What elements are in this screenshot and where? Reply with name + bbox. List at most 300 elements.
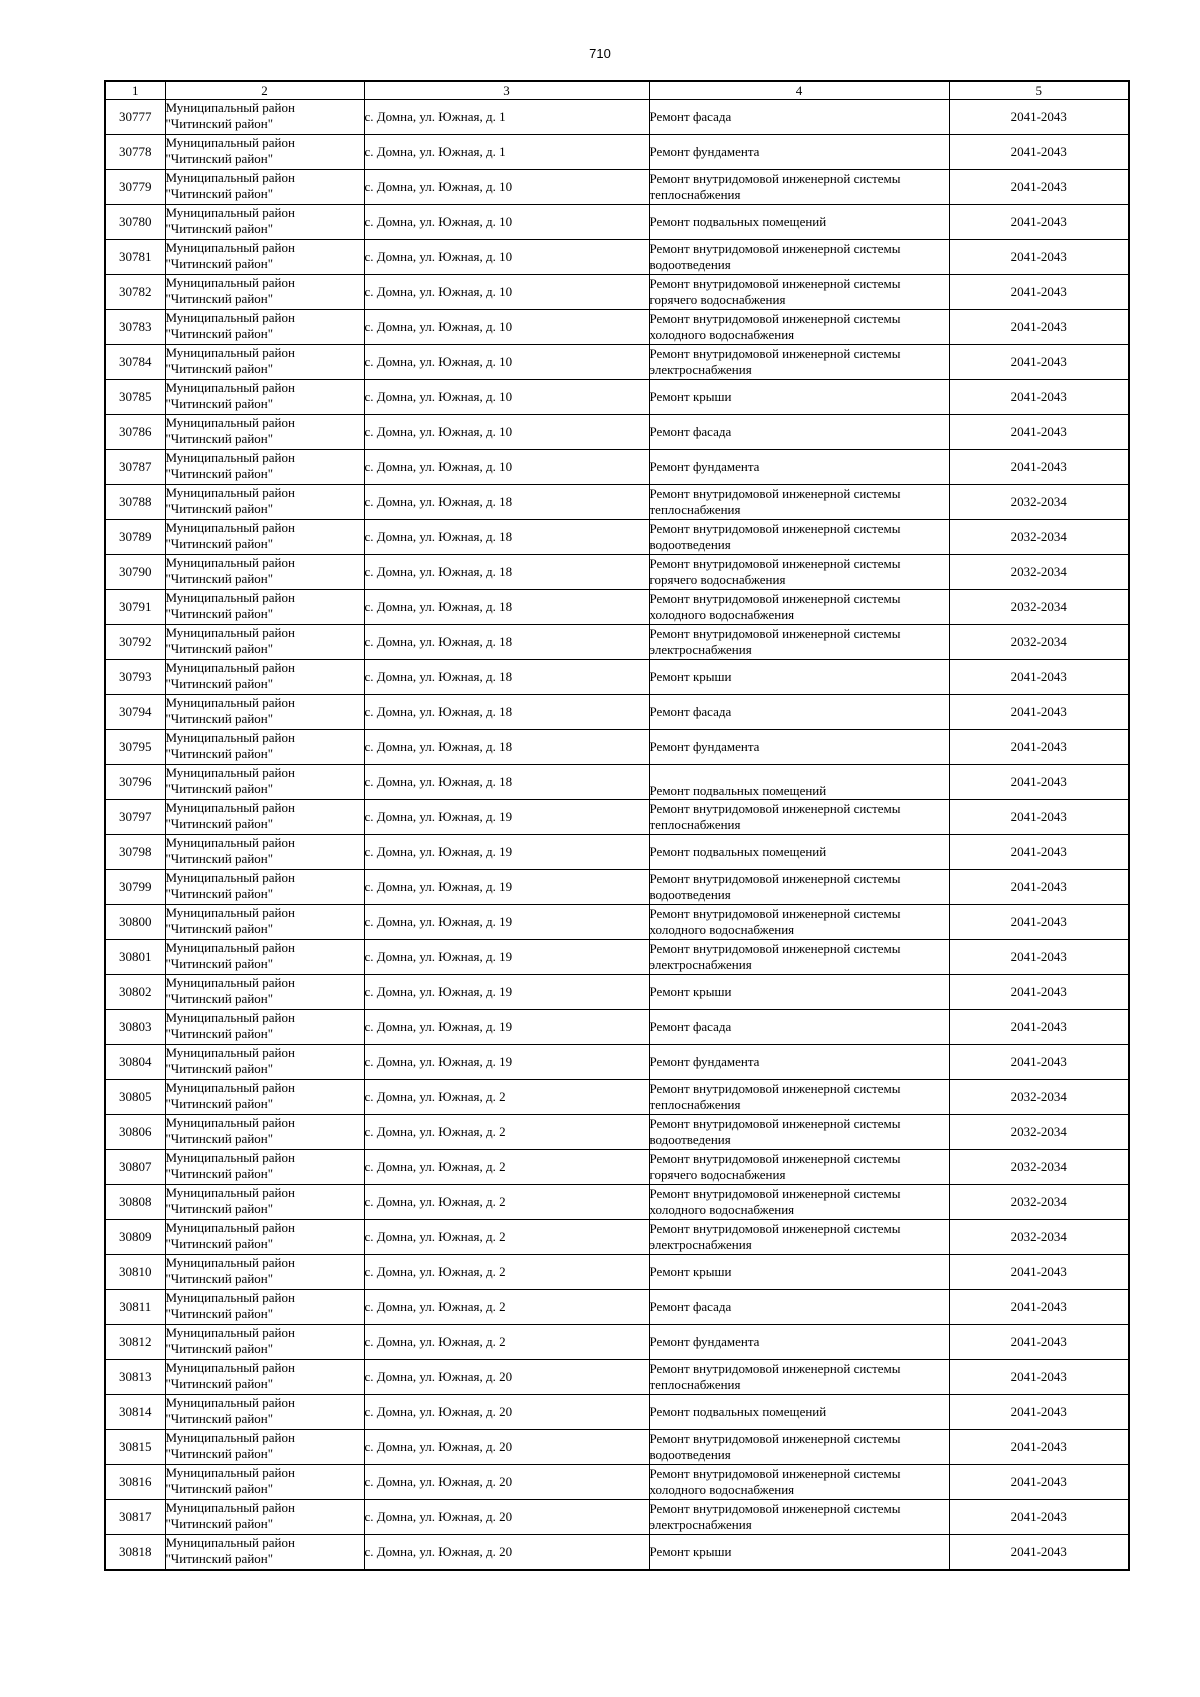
period-cell: 2032-2034 [949,1220,1129,1255]
municipality-line-1: Муниципальный район [165,800,295,815]
table-header [105,81,1129,100]
address-cell: с. Домна, ул. Южная, д. 18 [364,520,649,555]
municipality-line-2: "Читинский район" [165,991,274,1006]
municipality-line-2: "Читинский район" [165,431,274,446]
row-number-cell: 30783 [105,310,165,345]
municipality-line-2: "Читинский район" [165,606,274,621]
period-cell: 2032-2034 [949,555,1129,590]
work-type-cell: Ремонт крыши [649,380,949,415]
period-cell: 2041-2043 [949,660,1129,695]
table-row [105,1150,1129,1185]
table-row [105,1360,1129,1395]
municipality-cell [165,450,364,485]
municipality-line-2: "Читинский район" [165,571,274,586]
table-row [105,275,1129,310]
work-type-cell: Ремонт внутридомовой инженерной системы горячего водоснабжения [649,555,949,590]
municipality-cell [165,905,364,940]
municipality-cell [165,100,364,135]
work-type-cell: Ремонт внутридомовой инженерной системы холодного водоснабжения [649,310,949,345]
address-cell: с. Домна, ул. Южная, д. 20 [364,1500,649,1535]
row-number-cell: 30812 [105,1325,165,1360]
municipality-line-1: Муниципальный район [165,1185,295,1200]
municipality-line-1: Муниципальный район [165,730,295,745]
municipality-cell [165,1010,364,1045]
municipality-cell [165,170,364,205]
column-header-3: 3 [364,81,649,100]
table-row [105,1465,1129,1500]
work-type-cell: Ремонт внутридомовой инженерной системы электроснабжения [649,1500,949,1535]
row-number-cell: 30786 [105,415,165,450]
table-row [105,1010,1129,1045]
table-row [105,100,1129,135]
work-type-cell: Ремонт фундамента [649,450,949,485]
municipality-cell [165,1360,364,1395]
municipality-line-1: Муниципальный район [165,660,295,675]
row-number-cell: 30785 [105,380,165,415]
row-number-cell: 30778 [105,135,165,170]
work-type-cell: Ремонт внутридомовой инженерной системы электроснабжения [649,940,949,975]
row-number-cell: 30817 [105,1500,165,1535]
period-cell: 2041-2043 [949,240,1129,275]
municipality-line-1: Муниципальный район [165,1325,295,1340]
municipality-line-2: "Читинский район" [165,746,274,761]
work-type-cell: Ремонт фасада [649,1010,949,1045]
municipality-line-1: Муниципальный район [165,380,295,395]
municipality-cell [165,625,364,660]
municipality-line-2: "Читинский район" [165,186,274,201]
municipality-line-2: "Читинский район" [165,851,274,866]
municipality-line-2: "Читинский район" [165,1551,274,1566]
municipality-line-2: "Читинский район" [165,676,274,691]
municipality-line-1: Муниципальный район [165,975,295,990]
address-cell: с. Домна, ул. Южная, д. 18 [364,765,649,800]
municipality-line-2: "Читинский район" [165,711,274,726]
municipality-cell [165,1395,364,1430]
period-cell: 2041-2043 [949,1325,1129,1360]
municipality-cell [165,765,364,800]
table-row [105,1500,1129,1535]
address-cell: с. Домна, ул. Южная, д. 2 [364,1220,649,1255]
address-cell: с. Домна, ул. Южная, д. 20 [364,1465,649,1500]
address-cell: с. Домна, ул. Южная, д. 2 [364,1325,649,1360]
period-cell: 2041-2043 [949,1465,1129,1500]
municipality-cell [165,660,364,695]
table-row [105,800,1129,835]
period-cell: 2032-2034 [949,485,1129,520]
work-type-cell: Ремонт внутридомовой инженерной системы горячего водоснабжения [649,1150,949,1185]
period-cell: 2041-2043 [949,1395,1129,1430]
municipality-line-1: Муниципальный район [165,345,295,360]
municipality-line-2: "Читинский район" [165,1271,274,1286]
period-cell: 2041-2043 [949,135,1129,170]
municipality-line-1: Муниципальный район [165,520,295,535]
row-number-cell: 30805 [105,1080,165,1115]
municipality-line-1: Муниципальный район [165,450,295,465]
work-type-cell: Ремонт внутридомовой инженерной системы горячего водоснабжения [649,275,949,310]
table-row [105,485,1129,520]
municipality-line-1: Муниципальный район [165,1045,295,1060]
table-row [105,1325,1129,1360]
work-type-cell: Ремонт фасада [649,695,949,730]
municipality-line-1: Муниципальный район [165,170,295,185]
address-cell: с. Домна, ул. Южная, д. 20 [364,1535,649,1571]
municipality-cell [165,380,364,415]
address-cell: с. Домна, ул. Южная, д. 19 [364,905,649,940]
period-cell: 2032-2034 [949,1185,1129,1220]
period-cell: 2041-2043 [949,1360,1129,1395]
work-type-cell: Ремонт фундамента [649,730,949,765]
work-type-cell: Ремонт внутридомовой инженерной системы теплоснабжения [649,1360,949,1395]
municipality-line-2: "Читинский район" [165,1026,274,1041]
municipality-line-1: Муниципальный район [165,870,295,885]
table-body [105,100,1129,1571]
municipality-line-1: Муниципальный район [165,1150,295,1165]
municipality-line-1: Муниципальный район [165,1465,295,1480]
row-number-cell: 30804 [105,1045,165,1080]
municipality-cell [165,975,364,1010]
municipality-line-1: Муниципальный район [165,695,295,710]
period-cell: 2032-2034 [949,1115,1129,1150]
row-number-cell: 30816 [105,1465,165,1500]
table-row [105,590,1129,625]
period-cell: 2041-2043 [949,1010,1129,1045]
municipality-line-2: "Читинский район" [165,116,274,131]
address-cell: с. Домна, ул. Южная, д. 10 [364,380,649,415]
work-type-cell: Ремонт фасада [649,1290,949,1325]
address-cell: с. Домна, ул. Южная, д. 10 [364,310,649,345]
period-cell: 2041-2043 [949,800,1129,835]
period-cell: 2032-2034 [949,520,1129,555]
table-row [105,905,1129,940]
work-type-cell: Ремонт подвальных помещений [649,1395,949,1430]
municipality-line-1: Муниципальный район [165,1360,295,1375]
table-row [105,1045,1129,1080]
address-cell: с. Домна, ул. Южная, д. 1 [364,100,649,135]
row-number-cell: 30802 [105,975,165,1010]
address-cell: с. Домна, ул. Южная, д. 20 [364,1360,649,1395]
address-cell: с. Домна, ул. Южная, д. 10 [364,205,649,240]
table-row [105,240,1129,275]
work-type-cell: Ремонт фасада [649,100,949,135]
municipality-line-1: Муниципальный район [165,100,295,115]
period-cell: 2041-2043 [949,765,1129,800]
row-number-cell: 30807 [105,1150,165,1185]
table-row [105,1220,1129,1255]
row-number-cell: 30787 [105,450,165,485]
address-cell: с. Домна, ул. Южная, д. 18 [364,555,649,590]
address-cell: с. Домна, ул. Южная, д. 19 [364,835,649,870]
row-number-cell: 30813 [105,1360,165,1395]
work-type-cell: Ремонт внутридомовой инженерной системы холодного водоснабжения [649,1185,949,1220]
address-cell: с. Домна, ул. Южная, д. 18 [364,625,649,660]
municipality-cell [165,1465,364,1500]
period-cell: 2041-2043 [949,870,1129,905]
municipality-line-2: "Читинский район" [165,1201,274,1216]
municipality-cell [165,870,364,905]
work-type-cell: Ремонт внутридомовой инженерной системы холодного водоснабжения [649,905,949,940]
row-number-cell: 30798 [105,835,165,870]
table-row [105,1290,1129,1325]
period-cell: 2032-2034 [949,1150,1129,1185]
row-number-cell: 30808 [105,1185,165,1220]
period-cell: 2041-2043 [949,100,1129,135]
period-cell: 2032-2034 [949,625,1129,660]
municipality-line-2: "Читинский район" [165,1096,274,1111]
period-cell: 2032-2034 [949,1080,1129,1115]
municipality-cell [165,310,364,345]
municipality-cell [165,1185,364,1220]
municipality-line-2: "Читинский район" [165,291,274,306]
municipality-line-2: "Читинский район" [165,1516,274,1531]
column-header-4: 4 [649,81,949,100]
municipality-cell [165,1115,364,1150]
row-number-cell: 30814 [105,1395,165,1430]
work-type-cell: Ремонт внутридомовой инженерной системы теплоснабжения [649,485,949,520]
address-cell: с. Домна, ул. Южная, д. 2 [364,1290,649,1325]
municipality-line-2: "Читинский район" [165,816,274,831]
address-cell: с. Домна, ул. Южная, д. 10 [364,415,649,450]
address-cell: с. Домна, ул. Южная, д. 10 [364,170,649,205]
work-type-cell: Ремонт подвальных помещений [649,765,949,800]
page-number: 710 [589,46,611,61]
address-cell: с. Домна, ул. Южная, д. 18 [364,730,649,765]
table-row [105,730,1129,765]
municipality-line-1: Муниципальный район [165,765,295,780]
table-row [105,205,1129,240]
table-row [105,660,1129,695]
work-type-cell: Ремонт внутридомовой инженерной системы электроснабжения [649,625,949,660]
work-type-cell: Ремонт внутридомовой инженерной системы электроснабжения [649,1220,949,1255]
municipality-line-1: Муниципальный район [165,1535,295,1550]
address-cell: с. Домна, ул. Южная, д. 10 [364,450,649,485]
table-row [105,345,1129,380]
municipality-cell [165,205,364,240]
municipality-line-2: "Читинский район" [165,1376,274,1391]
municipality-line-2: "Читинский район" [165,1306,274,1321]
row-number-cell: 30795 [105,730,165,765]
column-header-5: 5 [949,81,1129,100]
municipality-line-1: Муниципальный район [165,1500,295,1515]
period-cell: 2041-2043 [949,905,1129,940]
table-row [105,1255,1129,1290]
municipality-line-2: "Читинский район" [165,781,274,796]
row-number-cell: 30809 [105,1220,165,1255]
address-cell: с. Домна, ул. Южная, д. 2 [364,1185,649,1220]
municipality-cell [165,1255,364,1290]
municipality-line-2: "Читинский район" [165,921,274,936]
municipality-cell [165,345,364,380]
municipality-cell [165,940,364,975]
row-number-cell: 30815 [105,1430,165,1465]
row-number-cell: 30793 [105,660,165,695]
row-number-cell: 30790 [105,555,165,590]
work-type-cell: Ремонт фасада [649,415,949,450]
work-type-cell: Ремонт внутридомовой инженерной системы холодного водоснабжения [649,590,949,625]
table-row [105,1430,1129,1465]
address-cell: с. Домна, ул. Южная, д. 10 [364,345,649,380]
row-number-cell: 30789 [105,520,165,555]
period-cell: 2041-2043 [949,170,1129,205]
row-number-cell: 30777 [105,100,165,135]
municipality-line-2: "Читинский район" [165,956,274,971]
period-cell: 2041-2043 [949,1290,1129,1325]
address-cell: с. Домна, ул. Южная, д. 18 [364,590,649,625]
municipality-cell [165,835,364,870]
municipality-line-1: Муниципальный район [165,940,295,955]
municipality-cell [165,800,364,835]
period-cell: 2041-2043 [949,310,1129,345]
municipality-line-1: Муниципальный район [165,275,295,290]
work-type-cell: Ремонт подвальных помещений [649,835,949,870]
work-type-cell: Ремонт фундамента [649,1325,949,1360]
municipality-line-2: "Читинский район" [165,1166,274,1181]
row-number-cell: 30791 [105,590,165,625]
row-number-cell: 30797 [105,800,165,835]
table-row [105,415,1129,450]
row-number-cell: 30801 [105,940,165,975]
repair-schedule-table [104,80,1130,1571]
table-row [105,555,1129,590]
municipality-line-1: Муниципальный район [165,485,295,500]
row-number-cell: 30818 [105,1535,165,1571]
work-type-cell: Ремонт крыши [649,975,949,1010]
row-number-cell: 30803 [105,1010,165,1045]
work-type-cell: Ремонт внутридомовой инженерной системы водоотведения [649,240,949,275]
row-number-cell: 30799 [105,870,165,905]
municipality-cell [165,275,364,310]
period-cell: 2041-2043 [949,695,1129,730]
address-cell: с. Домна, ул. Южная, д. 10 [364,275,649,310]
municipality-line-1: Муниципальный район [165,205,295,220]
municipality-line-2: "Читинский район" [165,1236,274,1251]
address-cell: с. Домна, ул. Южная, д. 18 [364,485,649,520]
row-number-cell: 30794 [105,695,165,730]
municipality-line-1: Муниципальный район [165,1080,295,1095]
address-cell: с. Домна, ул. Южная, д. 19 [364,1010,649,1045]
municipality-line-1: Муниципальный район [165,590,295,605]
municipality-cell [165,415,364,450]
municipality-line-1: Муниципальный район [165,1255,295,1270]
municipality-line-2: "Читинский район" [165,396,274,411]
table-row [105,520,1129,555]
municipality-line-2: "Читинский район" [165,641,274,656]
address-cell: с. Домна, ул. Южная, д. 19 [364,1045,649,1080]
municipality-line-2: "Читинский район" [165,256,274,271]
table-row [105,1395,1129,1430]
municipality-cell [165,555,364,590]
municipality-cell [165,1045,364,1080]
municipality-line-1: Муниципальный район [165,1010,295,1025]
address-cell: с. Домна, ул. Южная, д. 2 [364,1080,649,1115]
period-cell: 2041-2043 [949,450,1129,485]
municipality-cell [165,485,364,520]
table-row [105,310,1129,345]
address-cell: с. Домна, ул. Южная, д. 20 [364,1395,649,1430]
period-cell: 2041-2043 [949,1430,1129,1465]
address-cell: с. Домна, ул. Южная, д. 20 [364,1430,649,1465]
address-cell: с. Домна, ул. Южная, д. 19 [364,800,649,835]
period-cell: 2041-2043 [949,380,1129,415]
header-row [105,81,1129,100]
municipality-line-2: "Читинский район" [165,1131,274,1146]
municipality-line-2: "Читинский район" [165,361,274,376]
municipality-cell [165,730,364,765]
address-cell: с. Домна, ул. Южная, д. 18 [364,695,649,730]
period-cell: 2041-2043 [949,1535,1129,1571]
period-cell: 2041-2043 [949,1255,1129,1290]
table-row [105,1080,1129,1115]
municipality-line-2: "Читинский район" [165,886,274,901]
municipality-cell [165,590,364,625]
table-row [105,380,1129,415]
municipality-line-2: "Читинский район" [165,1446,274,1461]
table-row [105,765,1129,800]
column-header-2: 2 [165,81,364,100]
table-row [105,170,1129,205]
municipality-line-2: "Читинский район" [165,326,274,341]
table-row [105,870,1129,905]
municipality-line-2: "Читинский район" [165,466,274,481]
row-number-cell: 30788 [105,485,165,520]
address-cell: с. Домна, ул. Южная, д. 2 [364,1255,649,1290]
address-cell: с. Домна, ул. Южная, д. 19 [364,940,649,975]
municipality-cell [165,1500,364,1535]
table-row [105,625,1129,660]
municipality-line-1: Муниципальный район [165,1115,295,1130]
work-type-cell: Ремонт внутридомовой инженерной системы холодного водоснабжения [649,1465,949,1500]
municipality-cell [165,1080,364,1115]
work-type-cell: Ремонт внутридомовой инженерной системы электроснабжения [649,345,949,380]
work-type-cell: Ремонт внутридомовой инженерной системы водоотведения [649,1115,949,1150]
period-cell: 2041-2043 [949,415,1129,450]
municipality-line-1: Муниципальный район [165,555,295,570]
address-cell: с. Домна, ул. Южная, д. 1 [364,135,649,170]
row-number-cell: 30792 [105,625,165,660]
address-cell: с. Домна, ул. Южная, д. 2 [364,1115,649,1150]
period-cell: 2041-2043 [949,1045,1129,1080]
row-number-cell: 30796 [105,765,165,800]
address-cell: с. Домна, ул. Южная, д. 2 [364,1150,649,1185]
period-cell: 2041-2043 [949,205,1129,240]
municipality-cell [165,135,364,170]
row-number-cell: 30806 [105,1115,165,1150]
work-type-cell: Ремонт внутридомовой инженерной системы водоотведения [649,870,949,905]
period-cell: 2041-2043 [949,940,1129,975]
address-cell: с. Домна, ул. Южная, д. 19 [364,975,649,1010]
period-cell: 2041-2043 [949,730,1129,765]
municipality-line-2: "Читинский район" [165,221,274,236]
address-cell: с. Домна, ул. Южная, д. 19 [364,870,649,905]
table-row [105,1115,1129,1150]
table-row [105,695,1129,730]
row-number-cell: 30779 [105,170,165,205]
municipality-line-2: "Читинский район" [165,151,274,166]
row-number-cell: 30781 [105,240,165,275]
work-type-cell: Ремонт внутридомовой инженерной системы водоотведения [649,520,949,555]
municipality-line-1: Муниципальный район [165,240,295,255]
work-type-cell: Ремонт крыши [649,660,949,695]
municipality-line-1: Муниципальный район [165,415,295,430]
period-cell: 2041-2043 [949,975,1129,1010]
municipality-line-2: "Читинский район" [165,536,274,551]
work-type-cell: Ремонт фундамента [649,135,949,170]
row-number-cell: 30782 [105,275,165,310]
municipality-cell [165,240,364,275]
work-type-cell: Ремонт внутридомовой инженерной системы водоотведения [649,1430,949,1465]
table-row [105,835,1129,870]
row-number-cell: 30810 [105,1255,165,1290]
work-type-cell: Ремонт крыши [649,1255,949,1290]
